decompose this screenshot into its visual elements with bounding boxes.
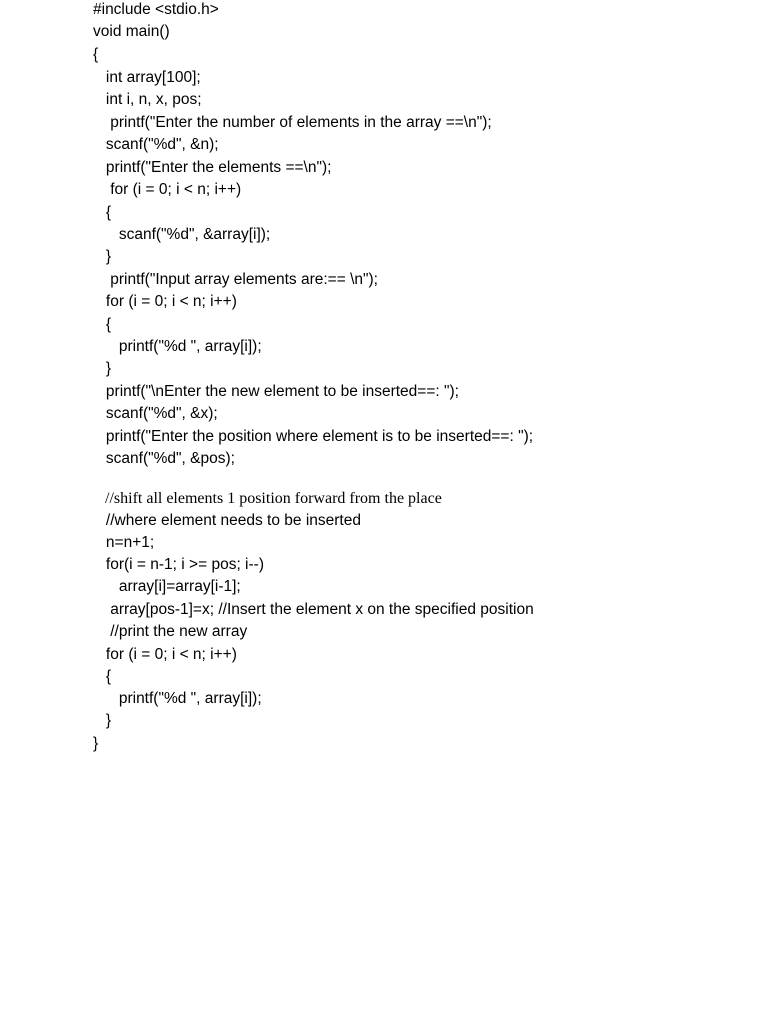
code-line: printf("Enter the position where element is to be inserted==: "); bbox=[93, 428, 534, 445]
code-line: printf("Enter the elements ==\n"); bbox=[93, 159, 332, 176]
code-line: int array[100]; bbox=[93, 69, 201, 86]
code-line: printf("Input array elements are:== \n"); bbox=[93, 271, 378, 288]
code-line-include: #include <stdio.h> bbox=[93, 1, 219, 18]
code-line: array[pos-1]=x; //Insert the element x on the specified position bbox=[93, 601, 534, 618]
code-comment-line: //shift all elements 1 position forward from the place bbox=[93, 490, 442, 507]
code-line: printf("Enter the number of elements in the array ==\n"); bbox=[93, 114, 492, 131]
code-line: scanf("%d", &pos); bbox=[93, 450, 235, 467]
code-line: } bbox=[93, 360, 112, 377]
code-line: printf("%d ", array[i]); bbox=[93, 338, 262, 355]
code-line-close-brace: } bbox=[93, 735, 99, 752]
code-line: for (i = 0; i < n; i++) bbox=[93, 646, 237, 663]
code-line: { bbox=[93, 668, 112, 685]
code-line: printf("\nEnter the new element to be inserted==: "); bbox=[93, 383, 459, 400]
code-line: { bbox=[93, 316, 112, 333]
code-line: for(i = n-1; i >= pos; i--) bbox=[93, 556, 264, 573]
code-line-open-brace: { bbox=[93, 46, 99, 63]
code-comment-line: //where element needs to be inserted bbox=[93, 512, 361, 529]
code-line: int i, n, x, pos; bbox=[93, 91, 202, 108]
code-line: scanf("%d", &n); bbox=[93, 136, 219, 153]
code-line: printf("%d ", array[i]); bbox=[93, 690, 262, 707]
code-comment-line: //print the new array bbox=[93, 623, 248, 640]
code-line: scanf("%d", &array[i]); bbox=[93, 226, 271, 243]
code-line-main: void main() bbox=[93, 23, 170, 40]
code-line: { bbox=[93, 204, 112, 221]
code-line: } bbox=[93, 712, 112, 729]
code-line: } bbox=[93, 248, 112, 265]
code-line: array[i]=array[i-1]; bbox=[93, 578, 241, 595]
code-line: n=n+1; bbox=[93, 534, 155, 551]
code-line: for (i = 0; i < n; i++) bbox=[93, 293, 237, 310]
code-line: scanf("%d", &x); bbox=[93, 405, 218, 422]
code-line: for (i = 0; i < n; i++) bbox=[93, 181, 242, 198]
